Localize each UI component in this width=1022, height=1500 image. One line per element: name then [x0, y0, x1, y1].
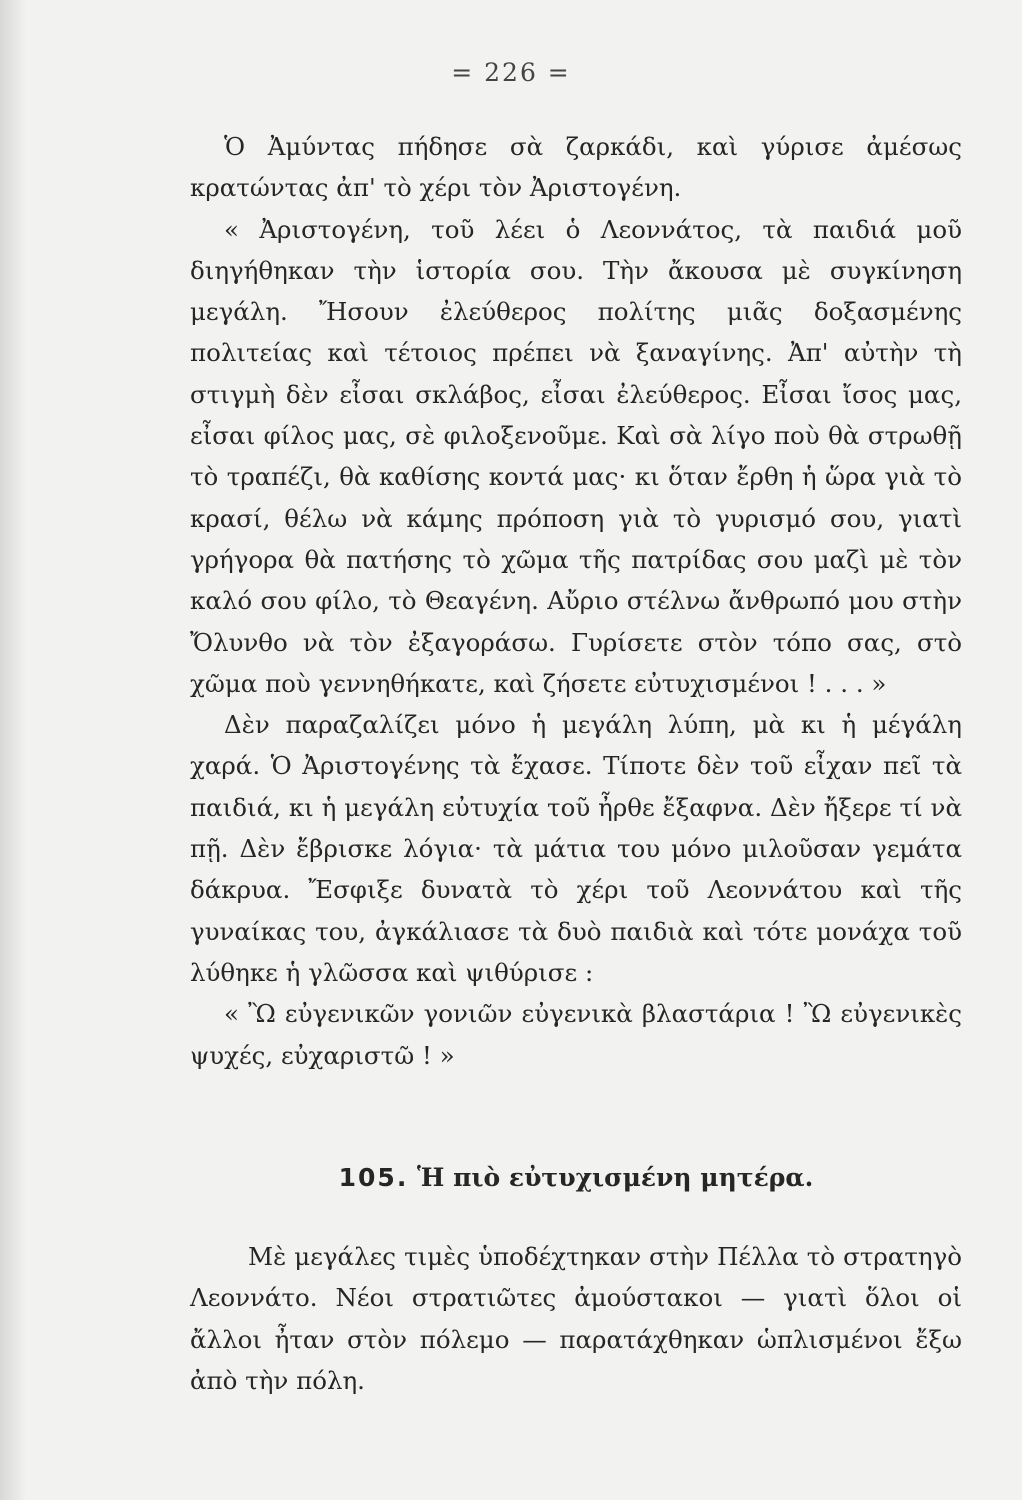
body-text: [190, 126, 962, 1076]
page-edge-shadow: [0, 0, 26, 1500]
paragraph: « Ἀριστογένη, τοῦ λέει ὁ Λεοννάτος, τὰ παιδιά μοῦ διηγήθηκαν τὴν ἱστορία σου. Τὴν ἄκουσα μὲ συγκίνηση μεγάλη. Ἤσουν ἐλεύθερος πολίτης μιᾶς δοξασμένης πολιτείας καὶ τέτοιος πρέπει νὰ ξαναγίνης. Ἀπ' αὐτὴν τὴ στιγμὴ δὲν εἶσαι σκλάβος, εἶσαι ἐλεύθερος. Εἶσαι ἴσος μας, εἶσαι φίλος μας, σὲ φιλοξενοῦμε. Καὶ σὰ λίγο ποὺ θὰ στρωθῇ τὸ τραπέζι, θὰ καθίσης κοντά μας· κι ὅταν ἔρθη ἡ ὥρα γιὰ τὸ κρασί, θέλω νὰ κάμης πρόποση γιὰ τὸ γυρισμό σου, γιατὶ γρήγορα θὰ πατήσης τὸ χῶμα τῆς πατρίδας σου μαζὶ μὲ τὸν καλό σου φίλο, τὸ Θεαγένη. Αὔριο στέλνω ἄνθρωπό μου στὴν Ὄλυνθο νὰ τὸν ἐξαγοράσω. Γυρίσετε στὸν τόπο σας, στὸ χῶμα ποὺ γεννηθήκατε, καὶ ζήσετε εὐτυχισμένοι ! . . . »: [190, 214, 962, 698]
paragraph: Δὲν παραζαλίζει μόνο ἡ μεγάλη λύπη, μὰ κι ἡ μέγάλη χαρά. Ὁ Ἀριστογένης τὰ ἔχασε. Τίποτε δὲν τοῦ εἶχαν πεῖ τὰ παιδιά, κι ἡ μεγάλη εὐτυχία τοῦ ἦρθε ἔξαφνα. Δὲν ἤξερε τί νὰ πῇ. Δὲν ἔβρισκε λόγια· τὰ μάτια του μόνο μιλοῦσαν γεμάτα δάκρυα. Ἔσφιξε δυνατὰ τὸ χέρι τοῦ Λεοννάτου καὶ τῆς γυναίκας του, ἀγκάλιασε τὰ δυὸ παιδιὰ καὶ τότε μονάχα τοῦ λύθηκε ἡ γλῶσσα καὶ ψιθύρισε :: [190, 710, 962, 987]
section-text: [190, 1236, 962, 1401]
paragraph: Μὲ μεγάλες τιμὲς ὑποδέχτηκαν στὴν Πέλλα τὸ στρατηγὸ Λεοννάτο. Νέοι στρατιῶτες ἀμούστακοι — γιατὶ ὅλοι οἱ ἄλλοι ἦταν στὸν πόλεμο — παρατάχθηκαν ὡπλισμένοι ἔξω ἀπὸ τὴν πόλη.: [190, 1242, 962, 1395]
paragraph: Ὁ Ἀμύντας πήδησε σὰ ζαρκάδι, καὶ γύρισε ἀμέσως κρατώντας ἀπ' τὸ χέρι τὸν Ἀριστογένη.: [190, 132, 962, 203]
section-heading: [190, 1163, 962, 1192]
paragraph: « Ὢ εὐγενικῶν γονιῶν εὐγενικὰ βλαστάρια ! Ὢ εὐγενικὲς ψυχές, εὐχαριστῶ ! »: [190, 999, 962, 1070]
section-title: Ἡ πιὸ εὐτυχισμένη μητέρα.: [417, 1163, 814, 1192]
page-number: = 226 =: [451, 58, 571, 87]
section-number: 105.: [338, 1163, 409, 1192]
